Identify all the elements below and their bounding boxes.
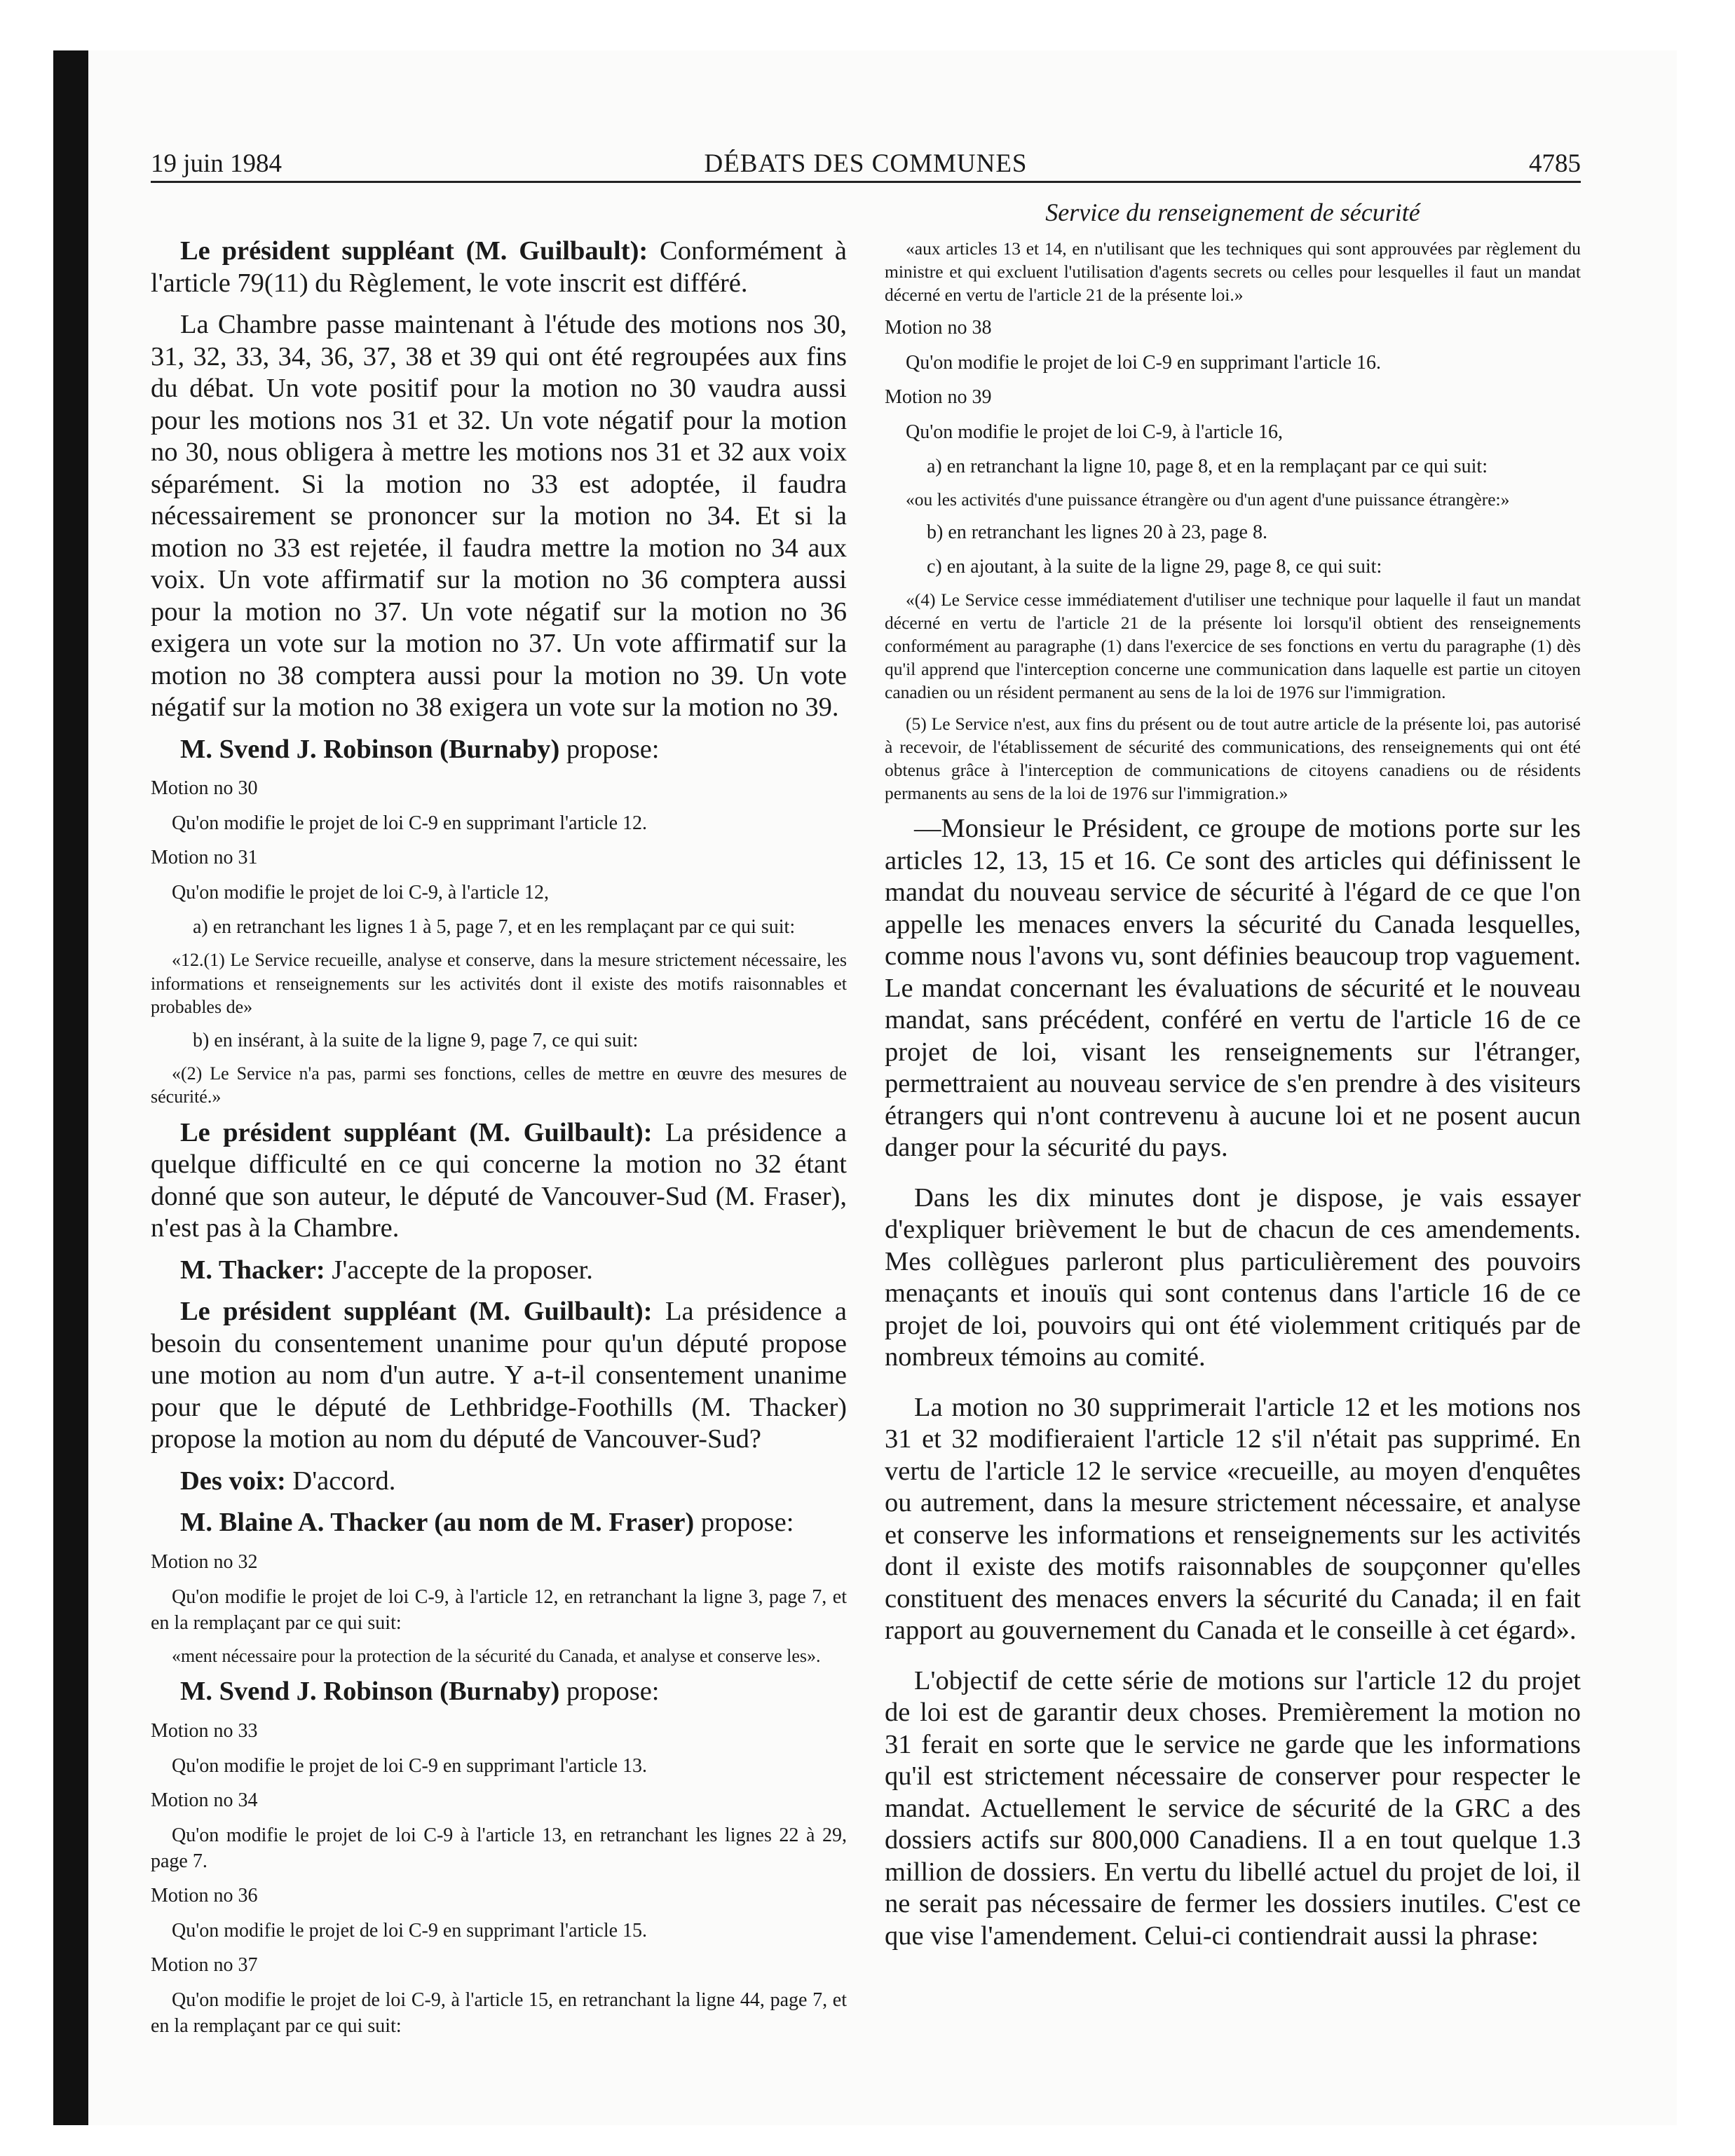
speaker: Le président suppléant (M. Guilbault): <box>180 1297 653 1326</box>
speaker: Le président suppléant (M. Guilbault): <box>180 1117 653 1147</box>
speaker: Le président suppléant (M. Guilbault): <box>180 236 648 266</box>
motion-label: Motion no 34 <box>151 1789 258 1811</box>
right-column <box>885 237 1581 1970</box>
paragraph: La motion no 30 supprimerait l'article 12 et les motions nos 31 et 32 modifieraient l'article 12 s'il n'était pas supprimé. En vertu de l'article 12 le service «recueille, au moyen d'enquêtes ou autrement, dans la mesure strictement nécessaire, et analyse et conserve les informations et renseignements sur les activités dont il existe des motifs raisonnables de soupçonner qu'elles constituent des menaces envers la sécurité du Canada; il en fait rapport au gouvernement du Canada et le conseille à cet égard». <box>885 1392 1581 1645</box>
motion-text: a) en retranchant les lignes 1 à 5, page 7, et en les remplaçant par ce qui suit: <box>193 916 796 938</box>
motion-text: a) en retranchant la ligne 10, page 8, et en la remplaçant par ce qui suit: <box>927 456 1488 477</box>
motion-label: Motion no 36 <box>151 1884 258 1906</box>
speech-text: La présidence a quelque difficulté en ce qui concerne la motion no 32 étant donné que son auteur, le député de Vancouver-Sud (M. Fraser), n'est pas à la Chambre. <box>151 1117 848 1243</box>
motion-label: Motion no 37 <box>151 1953 258 1976</box>
motion-text: Qu'on modifie le projet de loi C-9, à l'article 12, en retranchant la ligne 3, page 7, et en la remplaçant par ce qui suit: <box>151 1585 847 1634</box>
motion-text: b) en retranchant les lignes 20 à 23, page 8. <box>927 521 1267 543</box>
speech <box>151 236 847 299</box>
speaker: Des voix: <box>180 1466 286 1496</box>
motion-label: Motion no 30 <box>151 777 258 799</box>
speaker: M. Svend J. Robinson (Burnaby) <box>180 734 560 764</box>
paragraph: La Chambre passe maintenant à l'étude des motions nos 30, 31, 32, 33, 34, 36, 37, 38 et 39 qui ont été regroupées aux fins du débat. Un vote positif pour la motion no 30 vaudra aussi pour les motions nos 31 et 32. Un vote négatif pour la motion no 30, nous obligera à mettre les motions nos 31 et 32 aux voix séparément. Si la motion no 33 est adoptée, il faudra nécessairement se prononcer sur la motion no 34. Et si la motion no 33 est rejetée, il faudra mettre la motion no 34 aux voix. Un vote affirmatif sur la motion no 36 comptera aussi pour la motion no 37. Un vote négatif sur la motion no 36 exigera un vote sur la motion no 37. Un vote affirmatif sur la motion no 38 comptera aussi pour la motion no 39. Un vote négatif sur la motion no 38 exigera un vote sur la motion no 39. <box>151 310 847 722</box>
motion-quote: «(2) Le Service n'a pas, parmi ses fonctions, celles de mettre en œuvre des mesures de sécurité.» <box>151 1063 847 1107</box>
motion-text: Qu'on modifie le projet de loi C-9, à l'article 12, <box>172 882 550 903</box>
motion-text: Qu'on modifie le projet de loi C-9 en supprimant l'article 12. <box>172 812 648 834</box>
paragraph: —Monsieur le Président, ce groupe de motions porte sur les articles 12, 13, 15 et 16. Ce sont des articles qui définissent le mandat du nouveau service de sécurité à l'égard de ce que l'on appelle les menaces envers la sécurité du Canada lesquelles, comme nous l'avons vu, sont définies beaucoup trop vaguement. Le mandat concernant les évaluations de sécurité et le nouveau mandat, sans précédent, conféré en vertu de l'article 16 de ce projet de loi, visant les renseignements sur l'étranger, permettraient au nouveau service de s'en prendre à des visiteurs étrangers qui n'ont contrevenu à aucune loi et ne posent aucun danger pour la sécurité du pays. <box>885 814 1581 1162</box>
speech-text: propose: <box>559 1677 660 1706</box>
motion-quote: «(4) Le Service cesse immédiatement d'utiliser une technique pour laquelle il faut un mandat décerné en vertu de l'article 21 de la présente loi lorsqu'il obtient des renseignements conformément au paragraphe (1) dans l'exercice de ses fonctions en vertu du paragraphe (1) dès qu'il apprend que l'interception concerne une communication dans laquelle est partie un citoyen canadien ou un résident permanent au sens de la loi de 1976 sur l'immigration. <box>885 589 1581 702</box>
speech <box>151 1117 847 1245</box>
motion-text: c) en ajoutant, à la suite de la ligne 29, page 8, ce qui suit: <box>927 556 1382 578</box>
header-date: 19 juin 1984 <box>151 149 283 178</box>
motion-label: Motion no 39 <box>885 386 992 408</box>
motion-quote: «ou les activités d'une puissance étrangère ou d'un agent d'une puissance étrangère:» <box>906 489 1510 510</box>
speaker: M. Svend J. Robinson (Burnaby) <box>180 1677 560 1706</box>
speech <box>151 1676 847 1708</box>
motion-label: Motion no 38 <box>885 317 992 339</box>
header-title: DÉBATS DES COMMUNES <box>704 149 1028 178</box>
speech <box>151 1255 847 1287</box>
speech-text: Conformément à l'article 79(11) du Règlement, le vote inscrit est différé. <box>151 236 847 298</box>
motion-text: Qu'on modifie le projet de loi C-9, à l'article 15, en retranchant la ligne 44, page 7, et en la remplaçant par ce qui suit: <box>151 1988 847 2037</box>
motion-text: Qu'on modifie le projet de loi C-9, à l'article 16, <box>906 421 1284 443</box>
speech <box>151 1296 847 1456</box>
speech <box>151 1466 847 1498</box>
motion-text: Qu'on modifie le projet de loi C-9 en supprimant l'article 13. <box>172 1754 648 1777</box>
motion-text: Qu'on modifie le projet de loi C-9 en supprimant l'article 16. <box>906 352 1382 374</box>
page-number: 4785 <box>1529 149 1581 178</box>
running-title: Service du renseignement de sécurité <box>1045 198 1420 226</box>
motion-label: Motion no 32 <box>151 1550 258 1573</box>
speech-text: D'accord. <box>285 1466 396 1496</box>
paragraph: L'objectif de cette série de motions sur l'article 12 du projet de loi est de garantir deux choses. Premièrement la motion no 31 ferait en sorte que le service ne garde que les informations qu'il est strictement nécessaire de conserver pour respecter le mandat. Actuellement le service de sécurité de la GRC a des dossiers actifs sur 800,000 Canadiens. Il a en tout quelque 1.3 million de dossiers. En vertu du libellé actuel du projet de loi, il ne serait pas nécessaire de fermer les dossiers inutiles. C'est ce que vise l'amendement. Celui-ci contiendrait aussi la phrase: <box>885 1665 1581 1951</box>
header-rule <box>151 181 1581 183</box>
motion-quote: «12.(1) Le Service recueille, analyse et conserve, dans la mesure strictement nécessaire, les informations et renseignements sur les activités dont il existe des motifs raisonnables et probables de» <box>151 950 847 1017</box>
motion-quote: (5) Le Service n'est, aux fins du présent ou de tout autre article de la présente loi, pas autorisé à recevoir, de l'établissement de sécurité des communications, des renseignements qui ont été obtenus grâce à l'interception de communications de citoyens canadiens ou de résidents permanents au sens de la loi de 1976 sur l'immigration.» <box>885 714 1581 803</box>
speech-text: propose: <box>694 1508 794 1537</box>
speech-text: La présidence a besoin du consentement unanime pour qu'un député propose une motion au nom d'un autre. Y a-t-il consentement unanime pour que le député de Lethbridge-Foothills (M. Thacker) propose la motion au nom du député de Vancouver-Sud? <box>151 1297 848 1454</box>
scan-edge <box>53 50 88 2125</box>
motion-text: b) en insérant, à la suite de la ligne 9, page 7, ce qui suit: <box>193 1029 639 1051</box>
speech <box>151 1507 847 1539</box>
speech <box>151 734 847 766</box>
motion-text: Qu'on modifie le projet de loi C-9 en supprimant l'article 15. <box>172 1919 648 1942</box>
paragraph: Dans les dix minutes dont je dispose, je vais essayer d'expliquer brièvement le but de chacun de ces amendements. Mes collègues parleront plus particulièrement des pouvoirs menaçants et inouïs qui sont contenus dans l'article 16 de ce projet de loi, pouvoirs qui ont été violemment critiqués par de nombreux témoins au comité. <box>885 1182 1581 1372</box>
left-column <box>151 236 847 2047</box>
motion-quote: «ment nécessaire pour la protection de la sécurité du Canada, et analyse et conserve les». <box>172 1645 821 1666</box>
speaker: M. Thacker: <box>180 1255 325 1285</box>
page-header <box>151 143 1581 185</box>
speaker: M. Blaine A. Thacker (au nom de M. Fraser) <box>180 1508 695 1537</box>
motion-text: Qu'on modifie le projet de loi C-9 à l'article 13, en retranchant les lignes 22 à 29, page 7. <box>151 1824 847 1872</box>
motion-label: Motion no 33 <box>151 1719 258 1742</box>
speech-text: J'accepte de la proposer. <box>325 1255 593 1285</box>
motion-label: Motion no 31 <box>151 847 258 868</box>
speech-text: propose: <box>559 734 660 764</box>
motion-quote: «aux articles 13 et 14, en n'utilisant que les techniques qui sont approuvées par règlement du ministre et qui excluent l'utilisation d'agents secrets ou celles pour lesquelles il faut un mandat décerné en vertu de l'article 21 de la présente loi.» <box>885 238 1581 305</box>
